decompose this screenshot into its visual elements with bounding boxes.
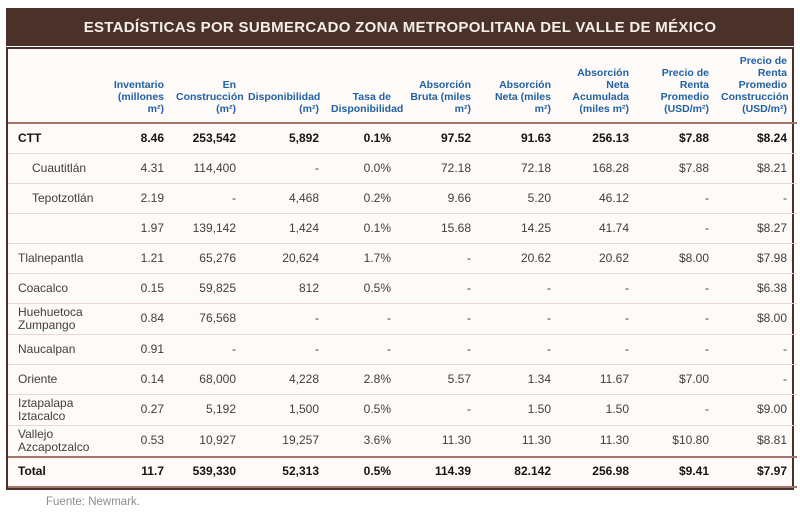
table-cell: 68,000 [174,364,246,394]
table-row [8,394,797,425]
table-cell: - [246,334,329,364]
table-cell: 41.74 [561,213,639,243]
table-cell: 20,624 [246,243,329,273]
row-label: Vallejo Azcapotzalco [8,425,104,457]
column-header: Absorción Bruta (miles m²) [401,49,481,123]
column-header: Precio de Renta Promedio (USD/m²) [639,49,719,123]
table-cell: $7.98 [719,243,797,273]
table-cell: - [174,334,246,364]
table-cell: 168.28 [561,153,639,183]
table-cell: - [639,183,719,213]
table-cell: 2.8% [329,364,401,394]
table-cell: 1.21 [104,243,174,273]
table-cell: 1.50 [561,394,639,425]
table-row [8,364,797,394]
table-cell: 1.34 [481,364,561,394]
table-cell: $7.88 [639,123,719,153]
table-cell: $7.97 [719,457,797,487]
table-cell: $8.24 [719,123,797,153]
table-cell: 5.20 [481,183,561,213]
table-cell: 97.52 [401,123,481,153]
column-header: Tasa de Disponibilidad [329,49,401,123]
row-label: Iztapalapa Iztacalco [8,394,104,425]
table-cell: - [561,273,639,303]
row-label: Huehuetoca Zumpango [8,303,104,334]
row-label: Oriente [8,364,104,394]
table-cell: - [246,153,329,183]
table-cell: 9.66 [401,183,481,213]
table-cell: 72.18 [401,153,481,183]
table-cell: 59,825 [174,273,246,303]
table-cell: $8.81 [719,425,797,457]
column-header: En Construcción (m²) [174,49,246,123]
table-cell: 46.12 [561,183,639,213]
table-cell: - [561,303,639,334]
table-cell: - [719,183,797,213]
table-cell: 5,892 [246,123,329,153]
report-page [6,8,794,508]
row-label: Tlalnepantla [8,243,104,273]
title-bar [6,8,794,46]
table-cell: 2.19 [104,183,174,213]
table-cell: 0.5% [329,394,401,425]
table-cell: 0.84 [104,303,174,334]
table-cell: 0.5% [329,273,401,303]
table-row [8,303,797,334]
row-label [8,213,104,243]
table-cell: 812 [246,273,329,303]
table-cell: 14.25 [481,213,561,243]
table-cell: $9.41 [639,457,719,487]
table-cell: 76,568 [174,303,246,334]
table-cell: 1.7% [329,243,401,273]
table-cell: - [481,303,561,334]
table-cell: 11.30 [401,425,481,457]
table-cell: 20.62 [481,243,561,273]
table-cell: - [639,394,719,425]
table-cell: 15.68 [401,213,481,243]
table-row [8,273,797,303]
table-cell: - [401,243,481,273]
table-cell: 82.142 [481,457,561,487]
table-cell: - [719,364,797,394]
table-cell: 539,330 [174,457,246,487]
table-cell: - [639,334,719,364]
table-cell: 0.1% [329,213,401,243]
table-cell: 10,927 [174,425,246,457]
table-cell: 11.67 [561,364,639,394]
table-row [8,425,797,457]
table-cell: 11.7 [104,457,174,487]
table-cell: 72.18 [481,153,561,183]
table-row [8,123,797,153]
table-cell: $7.88 [639,153,719,183]
table-cell: - [481,334,561,364]
table-cell: - [246,303,329,334]
table-cell: 253,542 [174,123,246,153]
table-cell: 8.46 [104,123,174,153]
table-cell: 20.62 [561,243,639,273]
table-cell: $7.00 [639,364,719,394]
row-label: Total [8,457,104,487]
table-cell: 0.1% [329,123,401,153]
table-cell: - [639,303,719,334]
table-cell: $6.38 [719,273,797,303]
table-cell: 52,313 [246,457,329,487]
table-cell: 5.57 [401,364,481,394]
table-cell: 11.30 [481,425,561,457]
table-cell: - [401,273,481,303]
table-cell: $9.00 [719,394,797,425]
row-label: Tepotzotlán [8,183,104,213]
table-cell: $8.21 [719,153,797,183]
table-row [8,213,797,243]
table-cell: - [481,273,561,303]
table-cell: 4.31 [104,153,174,183]
table-cell: 0.2% [329,183,401,213]
page-title: ESTADÍSTICAS POR SUBMERCADO ZONA METROPOLITANA DEL VALLE DE MÉXICO [83,18,717,36]
table-cell: 1,424 [246,213,329,243]
table-cell: 0.27 [104,394,174,425]
table-cell: 4,228 [246,364,329,394]
table-cell: 4,468 [246,183,329,213]
table-cell: 11.30 [561,425,639,457]
table-cell: $8.27 [719,213,797,243]
table-cell: - [719,334,797,364]
table-cell: - [401,334,481,364]
table-cell: 256.13 [561,123,639,153]
row-label: Cuautitlán [8,153,104,183]
table-cell: - [401,394,481,425]
table-cell: 19,257 [246,425,329,457]
table-cell: 0.15 [104,273,174,303]
row-label: Naucalpan [8,334,104,364]
table-row [8,183,797,213]
table-cell: 256.98 [561,457,639,487]
table-cell: 1,500 [246,394,329,425]
table-cell: - [329,303,401,334]
table-cell: 3.6% [329,425,401,457]
source-note: Fuente: Newmark. [46,495,140,508]
table-cell: 0.0% [329,153,401,183]
table-cell: 114.39 [401,457,481,487]
table-row [8,153,797,183]
table-cell: 5,192 [174,394,246,425]
stats-table [8,49,797,488]
table-cell: $8.00 [719,303,797,334]
table-cell: 0.5% [329,457,401,487]
table-cell: 1.50 [481,394,561,425]
table-cell: 1.97 [104,213,174,243]
table-cell: $8.00 [639,243,719,273]
table-cell: - [174,183,246,213]
row-label: CTT [8,123,104,153]
column-header: Disponibilidad (m²) [246,49,329,123]
stats-table-frame [6,47,794,490]
table-row [8,457,797,487]
header-row [8,49,797,123]
column-header: Inventario (millones m²) [104,49,174,123]
table-row [8,243,797,273]
table-cell: - [401,303,481,334]
column-header: Absorción Neta Acumulada (miles m²) [561,49,639,123]
table-cell: 114,400 [174,153,246,183]
column-header: Precio de Renta Promedio Construcción (USD/m²) [719,49,797,123]
table-cell: - [639,273,719,303]
table-cell: - [329,334,401,364]
table-cell: - [561,334,639,364]
table-cell: 91.63 [481,123,561,153]
column-header-submarket [8,49,104,123]
table-row [8,334,797,364]
table-cell: 139,142 [174,213,246,243]
table-cell: 0.91 [104,334,174,364]
table-cell: 0.53 [104,425,174,457]
table-cell: 65,276 [174,243,246,273]
table-cell: 0.14 [104,364,174,394]
table-cell: $10.80 [639,425,719,457]
row-label: Coacalco [8,273,104,303]
column-header: Absorción Neta (miles m²) [481,49,561,123]
table-cell: - [639,213,719,243]
